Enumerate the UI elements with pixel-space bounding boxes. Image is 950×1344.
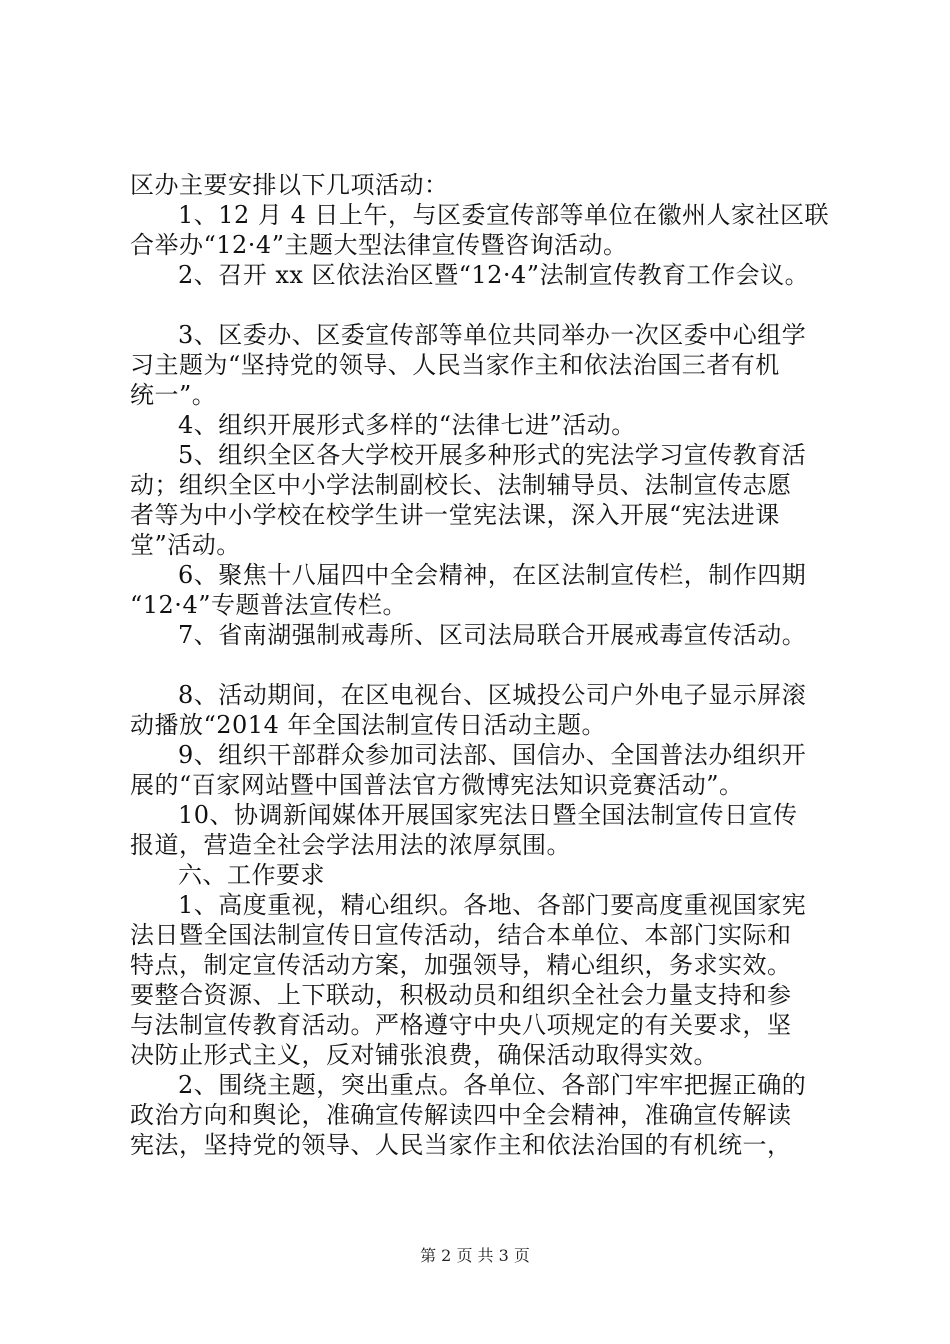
text-line: 堂”活动。	[130, 531, 241, 559]
text-line: 六、工作要求	[178, 861, 325, 889]
text-line: 统一”。	[130, 381, 217, 409]
text-line: 2、围绕主题，突出重点。各单位、各部门牢牢把握正确的	[178, 1071, 807, 1099]
text-line: 政治方向和舆论，准确宣传解读四中全会精神，准确宣传解读	[130, 1101, 792, 1129]
text-line: 展的“百家网站暨中国普法官方微博宪法知识竞赛活动”。	[130, 771, 744, 799]
text-line: 4、组织开展形式多样的“法律七进”活动。	[178, 411, 636, 439]
text-line: 1、12 月 4 日上午，与区委宣传部等单位在徽州人家社区联	[178, 201, 829, 229]
blank-line	[130, 290, 820, 320]
text-line: 合举办“12·4”主题大型法律宣传暨咨询活动。	[130, 231, 628, 259]
text-line: 8、活动期间，在区电视台、区城投公司户外电子显示屏滚	[178, 681, 807, 709]
text-line: 动；组织全区中小学法制副校长、法制辅导员、法制宣传志愿	[130, 471, 792, 499]
text-line: 区办主要安排以下几项活动：	[130, 171, 449, 199]
text-line: 6、聚焦十八届四中全会精神，在区法制宣传栏，制作四期	[178, 561, 807, 589]
document-body	[130, 170, 829, 1160]
text-line: 5、组织全区各大学校开展多种形式的宪法学习宣传教育活	[178, 441, 807, 469]
text-line: 动播放“2014 年全国法制宣传日活动主题。	[130, 711, 606, 739]
blank-line	[130, 650, 820, 680]
text-line: “12·4”专题普法宣传栏。	[130, 591, 407, 619]
text-line: 7、省南湖强制戒毒所、区司法局联合开展戒毒宣传活动。	[178, 621, 807, 649]
text-line: 要整合资源、上下联动，积极动员和组织全社会力量支持和参	[130, 981, 792, 1009]
text-line: 1、高度重视，精心组织。各地、各部门要高度重视国家宪	[178, 891, 807, 919]
text-line: 者等为中小学校在校学生讲一堂宪法课，深入开展“宪法进课	[130, 501, 780, 529]
text-line: 习主题为“坚持党的领导、人民当家作主和依法治国三者有机	[130, 351, 780, 379]
text-line: 决防止形式主义，反对铺张浪费，确保活动取得实效。	[130, 1041, 718, 1069]
text-line: 宪法，坚持党的领导、人民当家作主和依法治国的有机统一，	[130, 1131, 792, 1159]
text-line: 3、区委办、区委宣传部等单位共同举办一次区委中心组学	[178, 321, 807, 349]
text-line: 10、协调新闻媒体开展国家宪法日暨全国法制宣传日宣传	[178, 801, 798, 829]
text-line: 报道，营造全社会学法用法的浓厚氛围。	[130, 831, 571, 859]
text-line: 2、召开 xx 区依法治区暨“12·4”法制宣传教育工作会议。	[178, 261, 810, 289]
text-line: 特点，制定宣传活动方案，加强领导，精心组织，务求实效。	[130, 951, 792, 979]
page-footer: 第 2 页 共 3 页	[420, 1246, 530, 1265]
text-line: 与法制宣传教育活动。严格遵守中央八项规定的有关要求，坚	[130, 1011, 792, 1039]
text-line: 9、组织干部群众参加司法部、国信办、全国普法办组织开	[178, 741, 807, 769]
text-line: 法日暨全国法制宣传日宣传活动，结合本单位、本部门实际和	[130, 921, 792, 949]
